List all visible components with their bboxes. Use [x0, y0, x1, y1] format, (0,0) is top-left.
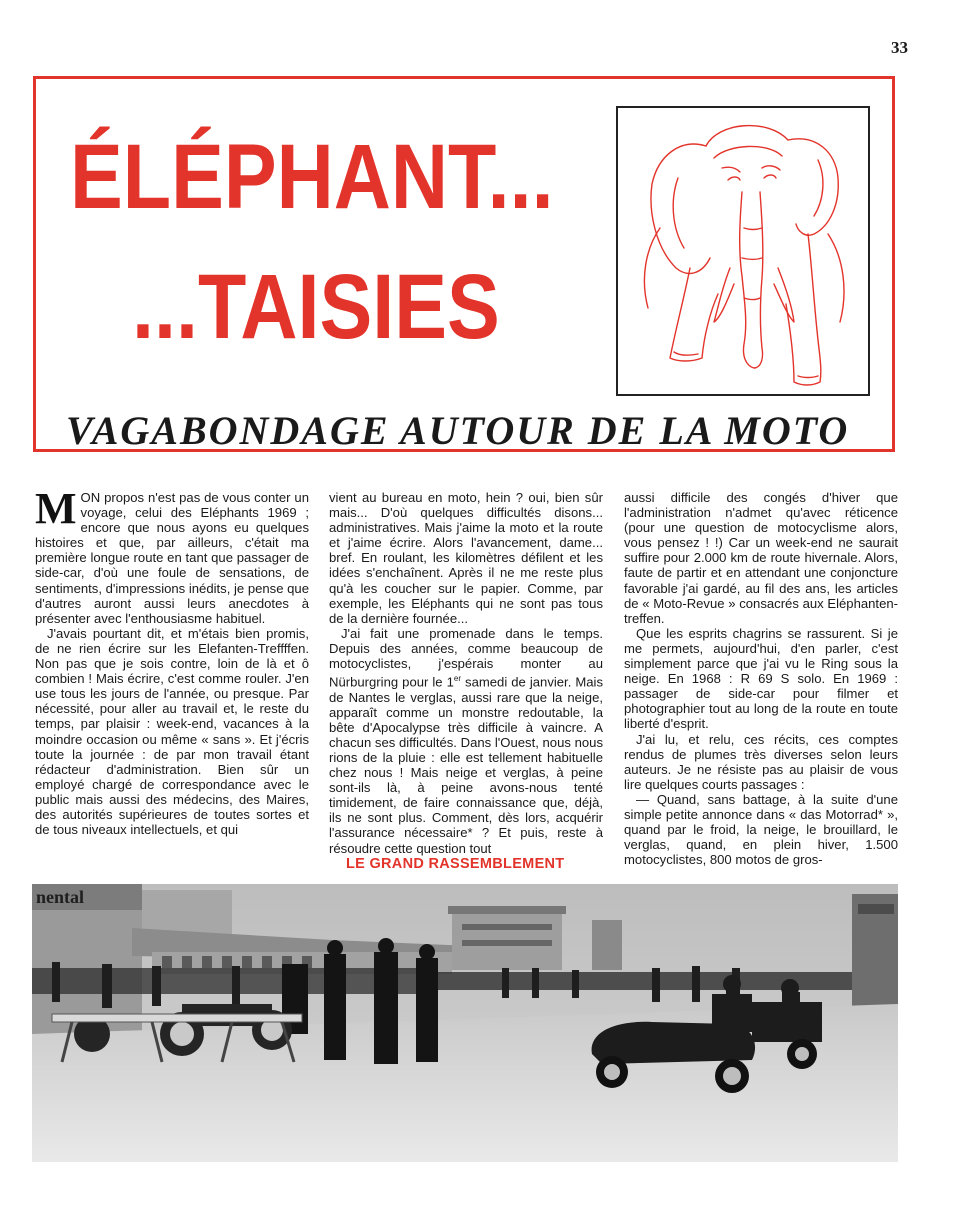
article-paragraph: MON propos n'est pas de vous conter un voyage, celui des Eléphants 1969 ; encore que nous ayons eu quelques histoires et que, par ailleurs, c'était ma première longue route en tant que passager de side-car, d'où une foule de sensations, de sentiments, d'impressions inédits, je pense que d'autres auront aussi leurs anecdotes à présenter avec l'enthousiasme habituel.	[35, 484, 309, 626]
section-heading: LE GRAND RASSEMBLEMENT	[346, 856, 565, 872]
title-box	[33, 76, 895, 452]
article-column-2	[329, 490, 603, 856]
elephant-illustration	[616, 106, 870, 396]
article-paragraph: J'ai lu, et relu, ces récits, ces comptes rendus de plumes très diverses selon leurs auteurs. Je ne résiste pas au plaisir de vous lire quelques courts passages :	[624, 731, 898, 792]
article-column-3	[624, 490, 898, 867]
article-paragraph: vient au bureau en moto, hein ? oui, bien sûr mais... D'où quelques difficultés disons... administratives. Mais j'aime la moto et la route et j'aime écrire. Alors l'avancement, dame... bref. En roulant, les kilomètres défilent et les idées s'enchaînent. Après il ne me reste plus qu'à les coucher sur le papier. Comme, par exemple, les Eléphants qui ne sont pas tous de la dernière fournée...	[329, 490, 603, 626]
elephant-drawing-icon	[618, 108, 868, 394]
drop-cap: M	[35, 484, 77, 533]
article-paragraph: Que les esprits chagrins se rassurent. Si je me permets, aujourd'hui, d'en parler, c'est simplement parce que j'ai vu le Ring sous la neige. En 1968 : R 69 S solo. En 1969 : passager de side-car pour filmer et photographier tout au long de la route en toute liberté d'esprit.	[624, 625, 898, 732]
page-number: 33	[891, 38, 908, 57]
rally-photo	[32, 884, 898, 1162]
subtitle: VAGABONDAGE AUTOUR DE LA MOTO	[66, 408, 850, 453]
photo-sign-text: nental	[36, 887, 85, 907]
title-line-2: ...TAISIES	[132, 256, 500, 358]
article-paragraph: — Quand, sans battage, à la suite d'une simple petite annonce dans « das Motorrad* », quand par le froid, la neige, le brouillard, le verglas, quand, en plein hiver, 1.500 motocyclistes, 800 motos de gros-	[624, 791, 898, 868]
article-column-1	[35, 484, 309, 838]
title-line-1: ÉLÉPHANT...	[70, 126, 554, 228]
article-paragraph: aussi difficile des congés d'hiver que l'administration n'admet qu'avec réticence (pour une question de motocyclisme alors, vous pensez ! !) Car un week-end ne saurait suffire pour 2.000 km de route hivernale. Alors, faute de partir et en attendant une conjoncture favorable j'ai gardé, au fil des ans, les articles de « Moto-Revue » consacrés aux Eléphanten-treffen.	[624, 490, 898, 626]
article-paragraph: J'ai fait une promenade dans le temps. Depuis des années, comme beaucoup de motocyclistes, j'espérais monter au Nürburgring pour le 1er samedi de janvier. Mais de Nantes le verglas, aussi rare que la neige, apparaît comme un monstre redoutable, la bête d'Apocalypse très difficile à vaincre. A chacun ses difficultés. Dans l'Ouest, nous nous rions de la pluie : elle est tellement habituelle chez nous ! Mais neige et verglas, à peine sont-ils là, à peine avons-nous tenté timidement, de faire connaissance que, déjà, ils ne sont plus. Comment, dès lors, acquérir l'assurance nécessaire* ? Et puis, reste à résoudre cette question tout	[329, 625, 603, 856]
article-paragraph: J'avais pourtant dit, et m'étais bien promis, de ne rien écrire sur les Elefanten-Treffffen. Non pas que je sois contre, loin de là et ô combien ! Mais écrire, c'est comme rouler. J'en use tous les jours de l'année, ou presque. Par nécessité, pour aller au travail et, le reste du temps, par plaisir : week-end, vacances à la moindre occasion ou même « sans ». Et j'écris toute la journée : de par mon travail étant rédacteur d'administration. Bien sûr un employé chargé de correspondance avec le public mais aussi des médecins, des Maires, des autorités supérieures de toutes sortes et de tous niveaux intellectuels, et qui	[35, 625, 309, 838]
